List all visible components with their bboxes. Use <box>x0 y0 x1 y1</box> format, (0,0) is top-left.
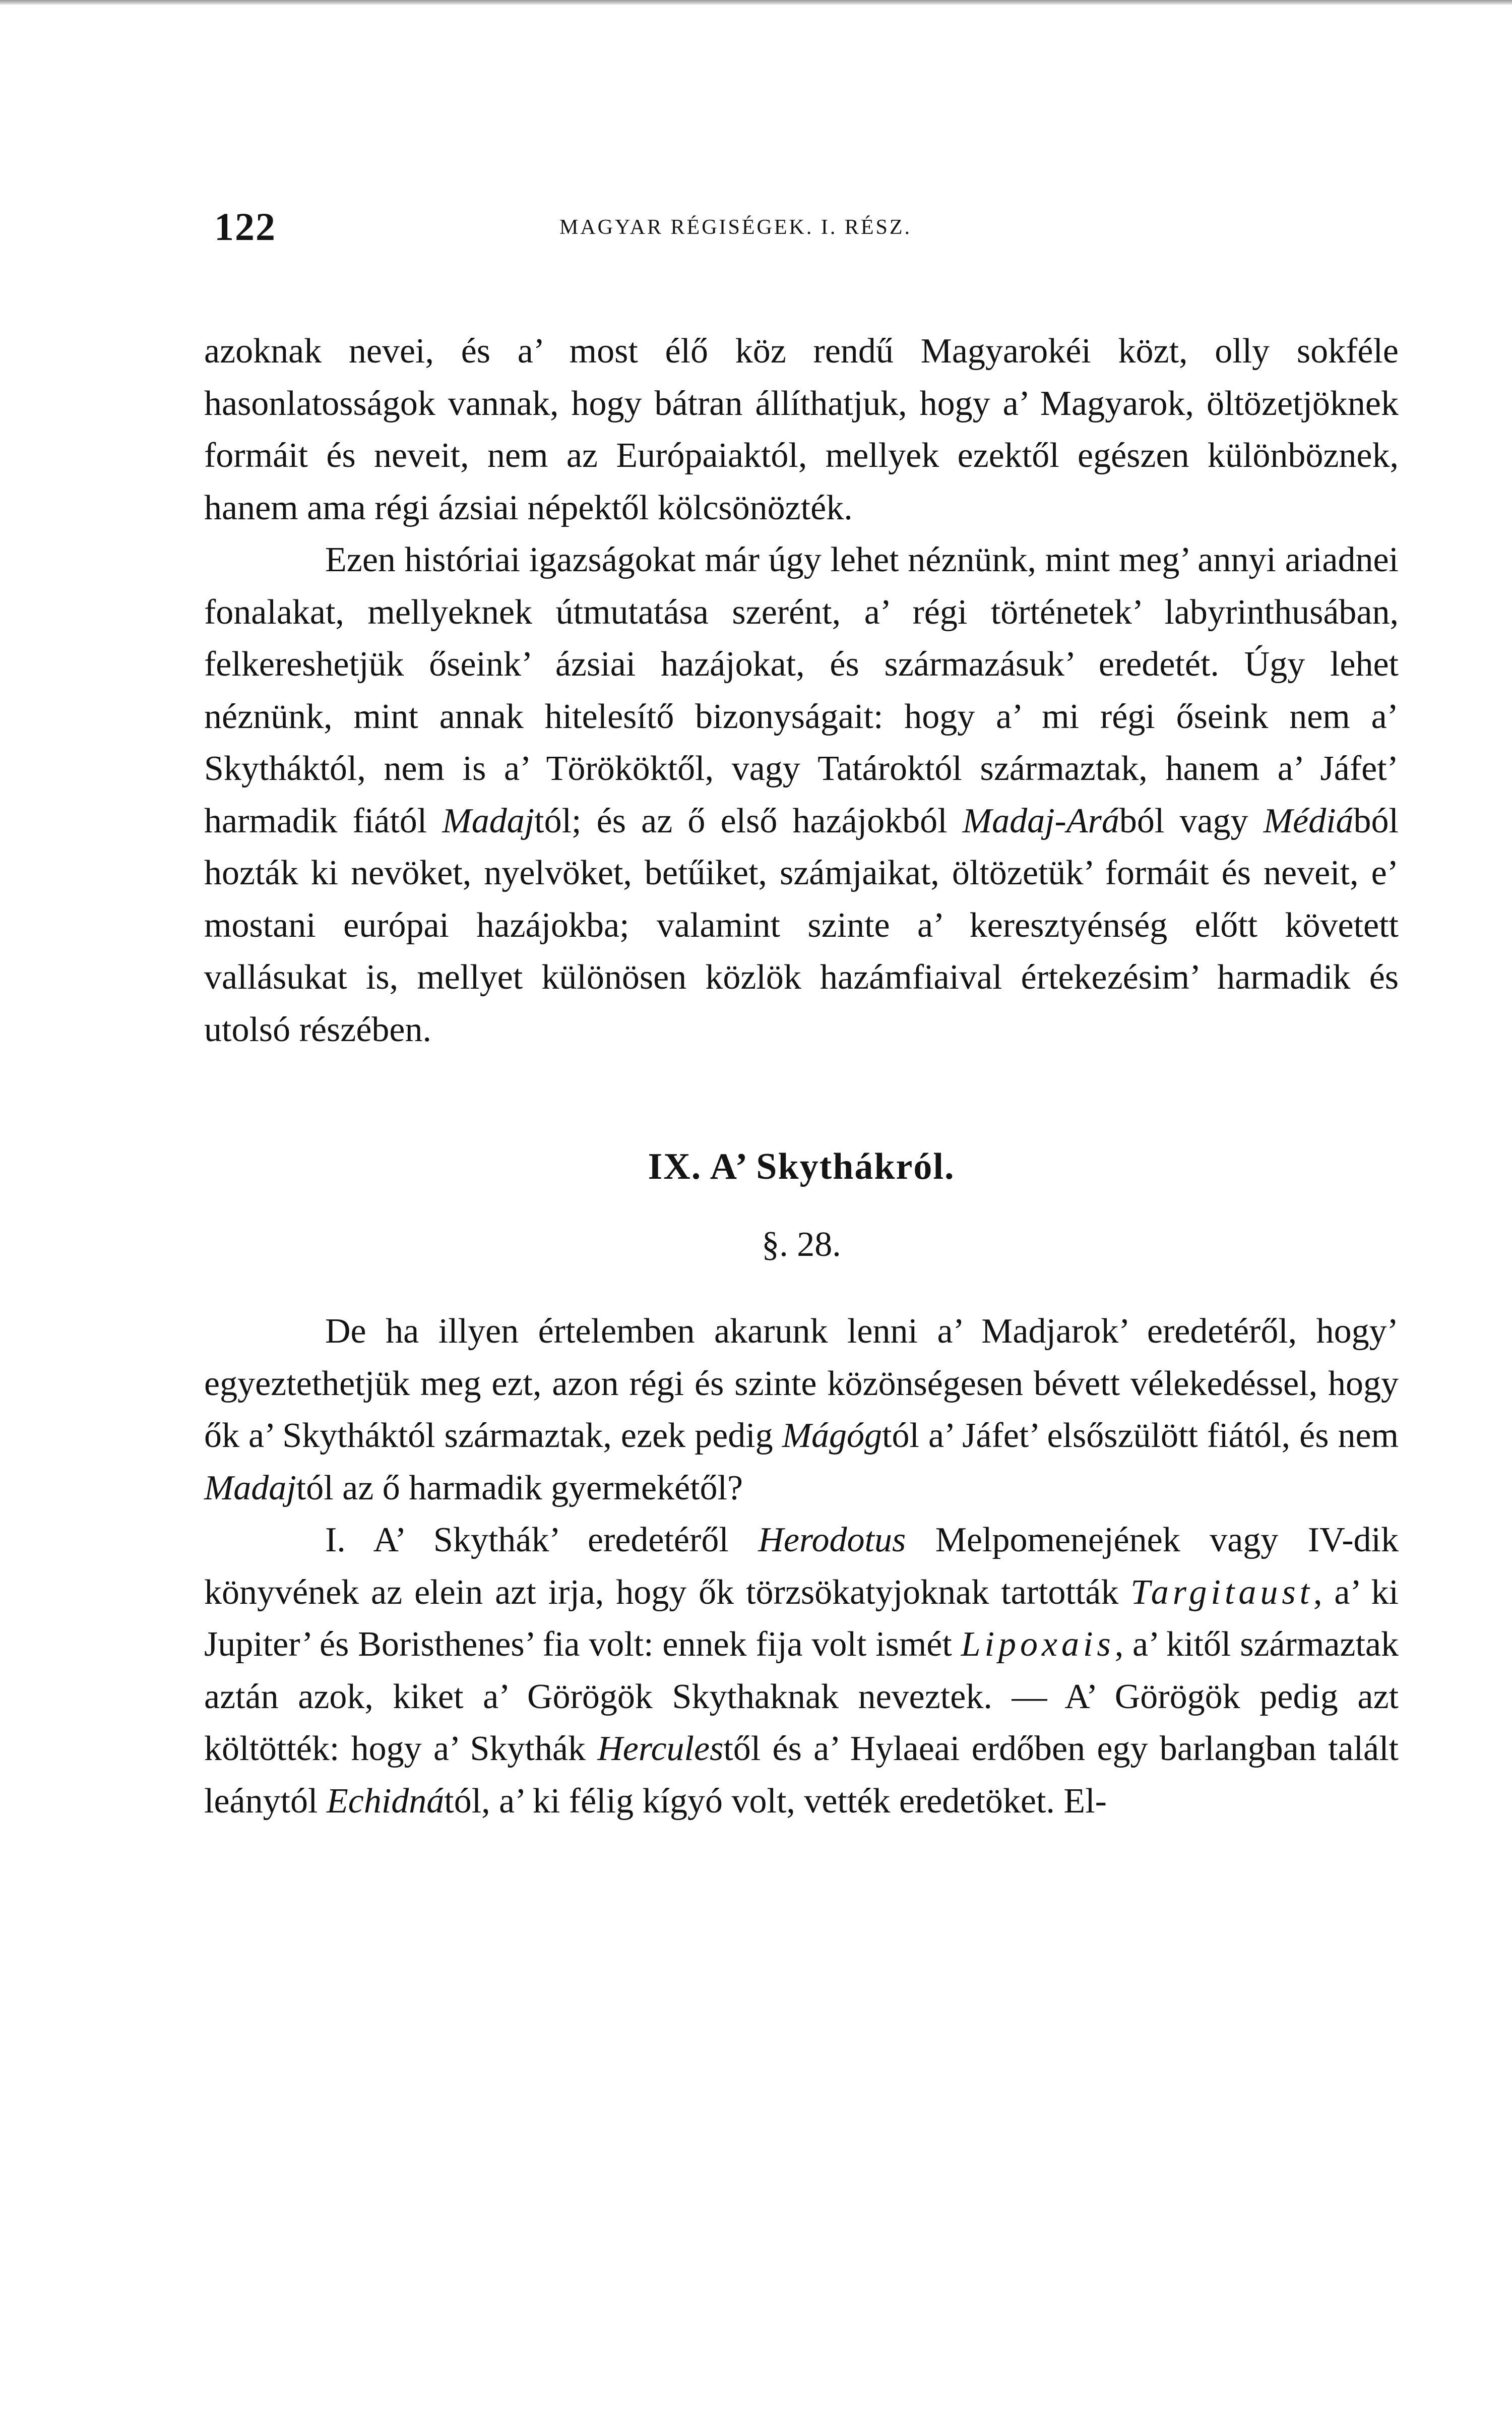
italic-name: Madaj <box>442 801 535 840</box>
italic-name: Targitaust <box>1130 1572 1314 1612</box>
text-run: Melpomenejének vagy IV-dik könyvének az elein azt irja, hogy ők törzsökatyjoknak tartották <box>204 1521 1399 1612</box>
page-top-edge <box>0 0 1512 5</box>
body-text <box>204 325 1399 1827</box>
italic-name: Mágóg <box>782 1416 883 1455</box>
paragraph-4 <box>204 1514 1399 1827</box>
italic-name: Médiá <box>1263 801 1354 840</box>
text-run: tól a’ Jáfet’ elsőszülött fiától, és nem <box>882 1416 1399 1455</box>
book-page <box>204 204 1399 1827</box>
italic-name: Madaj-Ará <box>962 801 1119 840</box>
paragraph-1: azoknak nevei, és a’ most élő köz rendű Magyarokéi közt, olly sokféle hasonlatosságok vannak, hogy bátran állíthatjuk, hogy a’ Magyarok, öltözetjöknek formáit és neveit, nem az Európaiaktól, mellyek ezektől egészen különböznek, hanem ama régi ázsiai népektől kölcsönözték. <box>204 332 1399 527</box>
italic-name: Echidná <box>326 1781 445 1821</box>
text-run: De ha illyen értelemben akarunk lenni a’ Madjarok’ eredetéről, hogy’ egyeztethetjük meg ezt, azon régi és szinte közönségesen bévett vélekedéssel, hogy ők a’ Skytháktól származtak, ezek pedig <box>204 1312 1399 1455</box>
running-head <box>204 204 1399 250</box>
section-mark: §. 28. <box>762 1225 841 1264</box>
paragraph-2 <box>204 534 1399 1056</box>
italic-name: Hercules <box>597 1729 724 1768</box>
text-run: ból vagy <box>1119 801 1264 840</box>
text-run: , a’ kitől származtak aztán azok, kiket a’ Görögök Skythaknak neveztek. — A’ Görögök pedig azt költötték: hogy a’ Skythák <box>204 1625 1399 1768</box>
text-run: tól, a’ ki félig kígyó volt, vették eredetöket. El- <box>444 1781 1107 1821</box>
text-run: tól; és az ő első hazájokból <box>534 801 963 840</box>
italic-name: Lipoxais <box>961 1625 1115 1664</box>
running-title: MAGYAR RÉGISÉGEK. I. RÉSZ. <box>559 216 912 239</box>
page-number: 122 <box>214 205 276 249</box>
paragraph-3 <box>204 1305 1399 1514</box>
italic-name: Madaj <box>204 1468 296 1507</box>
chapter-heading: IX. A’ Skythákról. <box>648 1146 955 1187</box>
text-run: I. A’ Skythák’ eredetéről <box>325 1521 759 1559</box>
text-run: ból hozták ki nevöket, nyelvöket, betűiket, számjaikat, öltözetük’ formáit és neveit, e’ mostani európai hazájokba; valamint szinte a’ keresztyénség előtt követett vallásukat is, mellyet különösen közlök hazámfiaival értekezésim’ harmadik és utolsó részében. <box>204 801 1399 1049</box>
italic-name: Herodotus <box>758 1521 906 1559</box>
text-run: tól az ő harmadik gyermekétől? <box>296 1468 743 1507</box>
text-run: Ezen históriai igazságokat már úgy lehet néznünk, mint meg’ annyi ariadnei fonalakat, mellyeknek útmutatása szerént, a’ régi történetek’ labyrinthusában, felkereshetjük őseink’ ázsiai hazájokat, és származásuk’ eredetét. Úgy lehet néznünk, mint annak hitelesítő bizonyságait: hogy a’ mi régi őseink nem a’ Skytháktól, nem is a’ Törököktől, vagy Tatároktól származtak, hanem a’ Jáfet’ harmadik fiától <box>204 540 1399 840</box>
text-run: , a’ ki Jupiter’ és Boristhenes’ fia volt: ennek fija volt ismét <box>204 1572 1399 1664</box>
text-run: től és a’ Hylaeai erdőben egy barlangban talált leánytól <box>204 1729 1399 1821</box>
